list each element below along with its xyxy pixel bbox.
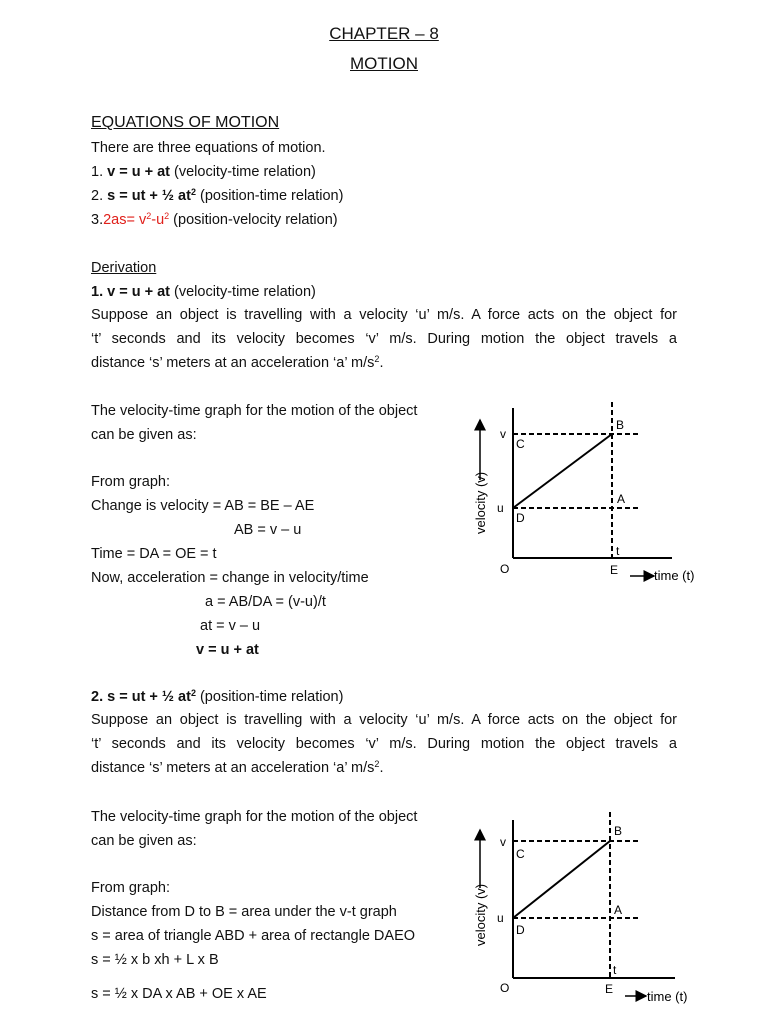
part2-step1: Distance from D to B = area under the v-t graph [91,904,397,920]
chapter-title: CHAPTER – 8 [329,24,439,43]
equation-2 [91,187,343,205]
equation-3-number: 3. [91,212,104,228]
equation-3 [91,211,338,229]
equation-3-sup-b: 2 [164,211,170,221]
equation-1-number: 1. [91,164,108,180]
label-e: E [610,563,619,577]
equation-2-desc: (position-time relation) [195,188,344,204]
part2-para-line2: ‘t’ seconds and its velocity becomes ‘v’ m/s. During motion the object travels a [91,736,677,752]
label-v: v [500,835,506,849]
label-o: O [500,981,510,995]
part1-title-formula: 1. v = u + at [91,284,170,300]
label-b: B [614,824,623,838]
part2-step4: s = ½ x DA x AB + OE x AE [91,986,267,1002]
section-heading: EQUATIONS OF MOTION [91,114,280,131]
label-b: B [616,418,625,432]
chapter-subtitle: MOTION [350,54,418,73]
label-t: t [613,963,617,977]
part1-para-line1: Suppose an object is travelling with a velocity ‘u’ m/s. A force acts on the object for [91,307,677,323]
equation-2-number: 2. [91,188,108,204]
velocity-time-graph-2 [460,808,720,1008]
part1-from-graph: From graph: [91,474,170,490]
equation-2-sup: 2 [190,187,196,197]
label-d: D [516,923,525,937]
label-e: E [605,982,614,996]
part2-para-line1: Suppose an object is travelling with a velocity ‘u’ m/s. A force acts on the object for [91,712,677,728]
part2-para-line3-text: distance ‘s’ meters at an acceleration ‘a’ m/s [91,760,375,776]
part2-para-line3-sup: 2 [374,759,380,769]
label-a: A [614,903,623,917]
y-axis-label: velocity (v) [473,471,488,534]
part1-step5: a = AB/DA = (v-u)/t [205,594,326,610]
part1-para-line3-text: distance ‘s’ meters at an acceleration ‘a’ m/s [91,355,375,371]
velocity-line [513,841,610,918]
equation-3-sup-a: 2 [146,211,152,221]
part1-result: v = u + at [196,642,259,658]
part1-title [91,283,316,301]
x-axis-label: time (t) [647,989,688,1004]
part2-para-line3 [91,756,677,780]
part1-graph-intro-line2: can be given as: [91,427,197,443]
equation-3-formula-a: 2as= v [103,212,147,228]
label-c: C [516,847,525,861]
part1-step3: Time = DA = OE = t [91,546,217,562]
equation-1-formula: v = u + at [107,164,170,180]
derivation-heading: Derivation [91,260,157,276]
label-t: t [616,544,620,558]
y-axis-label: velocity (v) [473,883,488,946]
part2-from-graph: From graph: [91,880,170,896]
velocity-line [513,434,612,508]
equation-1-desc: (velocity-time relation) [170,164,316,180]
part2-title-desc: (position-time relation) [195,689,344,705]
label-o: O [500,562,510,576]
part1-title-desc: (velocity-time relation) [170,284,316,300]
label-u: u [497,911,504,925]
label-v: v [500,427,506,441]
part1-para-line3-sup: 2 [374,354,380,364]
label-u: u [497,501,504,515]
equation-2-formula: s = ut + ½ at [107,188,191,204]
equation-3-formula-b: -u [151,212,165,228]
equation-3-desc: (position-velocity relation) [169,212,338,228]
part1-step4: Now, acceleration = change in velocity/time [91,570,369,586]
part2-title-formula: 2. s = ut + ½ at [91,689,191,705]
part1-step1: Change is velocity = AB = BE – AE [91,498,315,514]
part2-graph-intro-line2: can be given as: [91,833,197,849]
label-d: D [516,511,525,525]
part1-para-line2: ‘t’ seconds and its velocity becomes ‘v’ m/s. During motion the object travels a [91,331,677,347]
part1-para-line3-end: . [379,355,384,371]
part2-graph-intro-line1: The velocity-time graph for the motion of the object [91,809,418,825]
part2-title-sup: 2 [190,688,196,698]
label-c: C [516,437,525,451]
intro-text: There are three equations of motion. [91,140,326,156]
label-a: A [617,492,626,506]
part1-graph-intro-line1: The velocity-time graph for the motion of the object [91,403,418,419]
part2-title [91,688,343,706]
part1-step6: at = v – u [200,618,261,634]
velocity-time-graph-1 [460,398,720,593]
part1-para-line3 [91,351,677,375]
part2-step3: s = ½ x b xh + L x B [91,952,219,968]
part2-para-line3-end: . [379,760,384,776]
part2-step2: s = area of triangle ABD + area of rectangle DAEO [91,928,416,944]
x-axis-label: time (t) [654,568,695,583]
equation-1 [91,163,316,181]
part1-step2: AB = v – u [234,522,302,538]
